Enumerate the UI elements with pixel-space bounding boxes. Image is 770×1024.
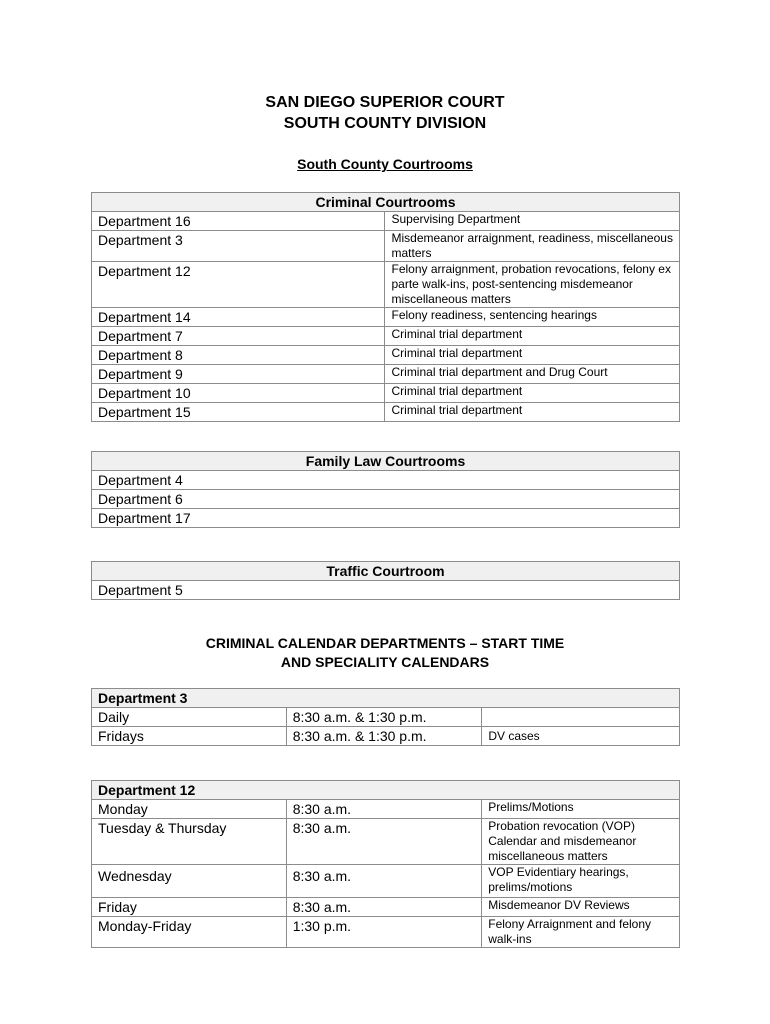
dept-name: Department 6 <box>92 490 680 509</box>
dept-description: Felony readiness, sentencing hearings <box>385 308 680 327</box>
calendar-day: Tuesday & Thursday <box>92 819 287 865</box>
family-courtrooms-title: Family Law Courtrooms <box>92 452 680 471</box>
table-row <box>92 708 680 727</box>
calendar-time: 8:30 a.m. & 1:30 p.m. <box>286 708 482 727</box>
dept-description: Criminal trial department and Drug Court <box>385 365 680 384</box>
calendar-time: 1:30 p.m. <box>286 917 482 948</box>
dept-description: Criminal trial department <box>385 384 680 403</box>
dept-description: Criminal trial department <box>385 403 680 422</box>
calendar-note: Prelims/Motions <box>482 800 680 819</box>
calendar-note: Misdemeanor DV Reviews <box>482 898 680 917</box>
table-row <box>92 898 680 917</box>
dept-name: Department 8 <box>92 346 385 365</box>
table-row <box>92 346 680 365</box>
dept-name: Department 12 <box>92 262 385 308</box>
calendar-day: Monday-Friday <box>92 917 287 948</box>
calendar-day: Wednesday <box>92 865 287 898</box>
table-row <box>92 471 680 490</box>
calendar-heading-line2: AND SPECIALITY CALENDARS <box>280 654 490 670</box>
calendar-day: Fridays <box>92 727 287 746</box>
dept-description: Criminal trial department <box>385 327 680 346</box>
dept-name: Department 9 <box>92 365 385 384</box>
calendar-note: DV cases <box>482 727 680 746</box>
division-title: SOUTH COUNTY DIVISION <box>283 115 487 132</box>
dept12-title: Department 12 <box>92 781 680 800</box>
table-row <box>92 365 680 384</box>
dept3-title: Department 3 <box>92 689 680 708</box>
calendar-time: 8:30 a.m. <box>286 819 482 865</box>
dept-name: Department 5 <box>92 581 680 600</box>
calendar-day: Friday <box>92 898 287 917</box>
criminal-courtrooms-table <box>91 192 680 422</box>
calendar-day: Monday <box>92 800 287 819</box>
calendar-note <box>482 708 680 727</box>
table-row <box>92 581 680 600</box>
traffic-courtroom-title: Traffic Courtroom <box>92 562 680 581</box>
calendar-note: Felony Arraignment and felony walk-ins <box>482 917 680 948</box>
calendar-time: 8:30 a.m. & 1:30 p.m. <box>286 727 482 746</box>
calendar-note: Probation revocation (VOP) Calendar and misdemeanor miscellaneous matters <box>482 819 680 865</box>
dept-name: Department 17 <box>92 509 680 528</box>
calendar-time: 8:30 a.m. <box>286 898 482 917</box>
dept-description: Supervising Department <box>385 212 680 231</box>
dept-name: Department 3 <box>92 231 385 262</box>
traffic-courtroom-table <box>91 561 680 600</box>
table-row <box>92 490 680 509</box>
dept-description: Felony arraignment, probation revocations, felony ex parte walk-ins, post-sentencing misdemeanor miscellaneous matters <box>385 262 680 308</box>
courtrooms-subtitle: South County Courtrooms <box>297 156 473 172</box>
dept-name: Department 10 <box>92 384 385 403</box>
table-row <box>92 727 680 746</box>
table-row <box>92 212 680 231</box>
table-row <box>92 327 680 346</box>
dept-name: Department 4 <box>92 471 680 490</box>
court-title: SAN DIEGO SUPERIOR COURT <box>265 94 505 111</box>
criminal-courtrooms-title: Criminal Courtrooms <box>92 193 680 212</box>
table-row <box>92 509 680 528</box>
dept-name: Department 16 <box>92 212 385 231</box>
table-row <box>92 800 680 819</box>
dept-name: Department 14 <box>92 308 385 327</box>
calendar-time: 8:30 a.m. <box>286 800 482 819</box>
table-row <box>92 384 680 403</box>
dept-name: Department 15 <box>92 403 385 422</box>
table-row <box>92 917 680 948</box>
table-row <box>92 308 680 327</box>
dept-description: Misdemeanor arraignment, readiness, miscellaneous matters <box>385 231 680 262</box>
dept3-calendar-table <box>91 688 680 746</box>
calendar-day: Daily <box>92 708 287 727</box>
table-row <box>92 865 680 898</box>
dept-name: Department 7 <box>92 327 385 346</box>
table-row <box>92 403 680 422</box>
dept12-calendar-table <box>91 780 680 948</box>
calendar-heading-line1: CRIMINAL CALENDAR DEPARTMENTS – START TIME <box>205 635 565 651</box>
table-row <box>92 231 680 262</box>
family-courtrooms-table <box>91 451 680 528</box>
dept-description: Criminal trial department <box>385 346 680 365</box>
calendar-note: VOP Evidentiary hearings, prelims/motions <box>482 865 680 898</box>
calendar-time: 8:30 a.m. <box>286 865 482 898</box>
table-row <box>92 819 680 865</box>
table-row <box>92 262 680 308</box>
